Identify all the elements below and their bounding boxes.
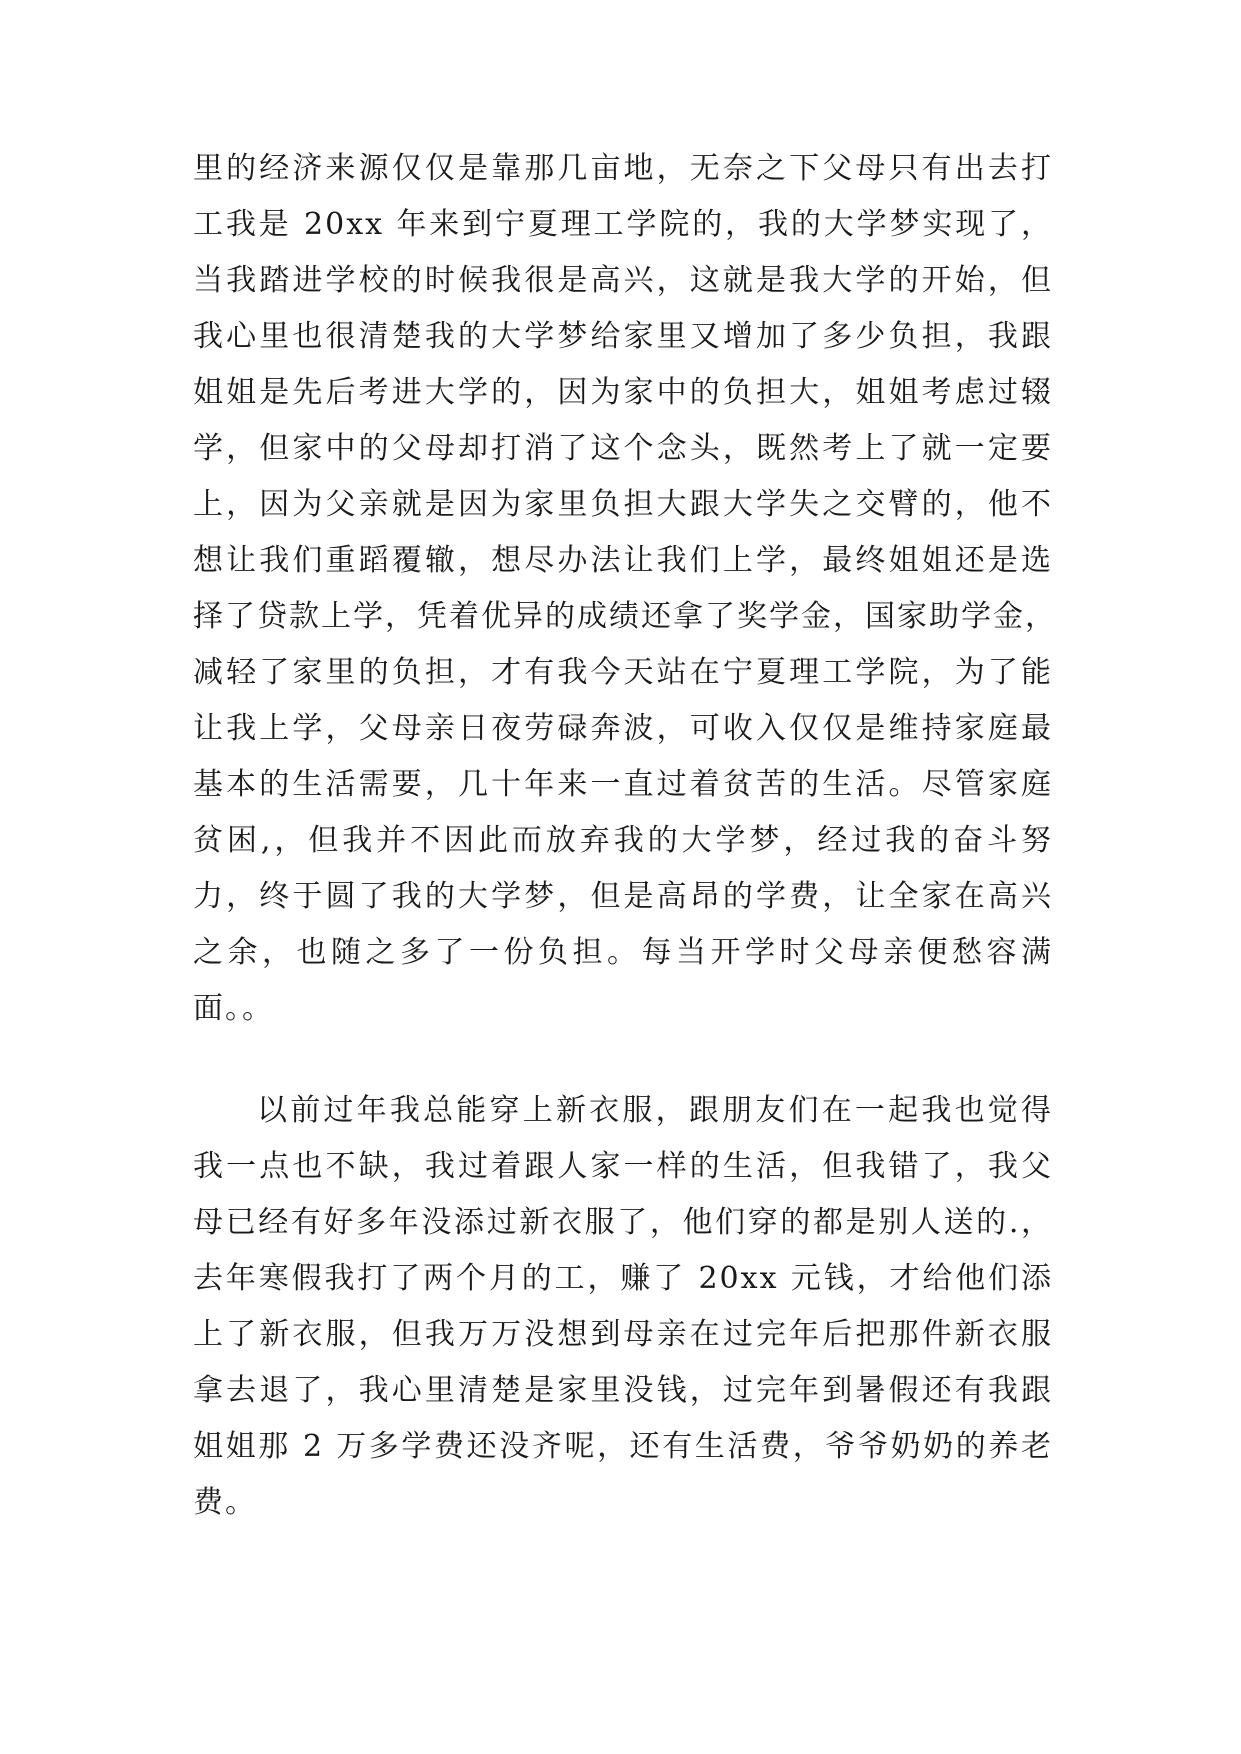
- paragraph-2-line: 拿去退了，我心里清楚是家里没钱，过完年到暑假还有我跟: [193, 1373, 1053, 1408]
- paragraph-1-line: 面。。: [193, 991, 274, 1026]
- paragraph-2-line: 母已经有好多年没添过新衣服了，他们穿的都是别人送的.，: [193, 1205, 1053, 1240]
- paragraph-2-line: 费。: [193, 1485, 257, 1520]
- paragraph-2-line: 我一点也不缺，我过着跟人家一样的生活，但我错了，我父: [193, 1149, 1053, 1184]
- paragraph-1-line: 减轻了家里的负担，才有我今天站在宁夏理工学院，为了能: [193, 655, 1053, 690]
- paragraph-2-line: 上了新衣服，但我万万没想到母亲在过完年后把那件新衣服: [193, 1317, 1053, 1352]
- paragraph-1-line: 上，因为父亲就是因为家里负担大跟大学失之交臂的，他不: [193, 487, 1053, 522]
- paragraph-1-line: 力，终于圆了我的大学梦，但是高昂的学费，让全家在高兴: [193, 879, 1053, 914]
- paragraph-1-line: 当我踏进学校的时候我很是高兴，这就是我大学的开始，但: [193, 263, 1053, 298]
- paragraph-2-line: 姐姐那 2 万多学费还没齐呢，还有生活费，爷爷奶奶的养老: [193, 1429, 1053, 1464]
- paragraph-1-line: 择了贷款上学，凭着优异的成绩还拿了奖学金，国家助学金，: [193, 599, 1057, 634]
- paragraph-2-line: 以前过年我总能穿上新衣服，跟朋友们在一起我也觉得: [257, 1093, 1053, 1128]
- paragraph-1-line: 姐姐是先后考进大学的，因为家中的负担大，姐姐考虑过辍: [193, 375, 1053, 410]
- paragraph-1-line: 基本的生活需要，几十年来一直过着贫苦的生活。尽管家庭: [193, 767, 1053, 802]
- paragraph-2-line: 去年寒假我打了两个月的工，赚了 20xx 元钱，才给他们添: [193, 1261, 1053, 1296]
- paragraph-1: [193, 141, 1057, 1037]
- paragraph-1-line: 之余，也随之多了一份负担。每当开学时父母亲便愁容满: [193, 935, 1053, 970]
- paragraph-1-line: 工我是 20xx 年来到宁夏理工学院的，我的大学梦实现了，: [193, 207, 1053, 242]
- paragraph-1-line: 学，但家中的父母却打消了这个念头，既然考上了就一定要: [193, 431, 1053, 466]
- paragraph-2: [193, 1083, 1053, 1531]
- paragraph-1-line: 里的经济来源仅仅是靠那几亩地，无奈之下父母只有出去打: [193, 151, 1053, 186]
- paragraph-1-line: 贫困,，但我并不因此而放弃我的大学梦，经过我的奋斗努: [193, 823, 1053, 858]
- paragraph-1-line: 我心里也很清楚我的大学梦给家里又增加了多少负担，我跟: [193, 319, 1053, 354]
- paragraph-1-line: 想让我们重蹈覆辙，想尽办法让我们上学，最终姐姐还是选: [193, 543, 1053, 578]
- paragraph-1-line: 让我上学，父母亲日夜劳碌奔波，可收入仅仅是维持家庭最: [193, 711, 1053, 746]
